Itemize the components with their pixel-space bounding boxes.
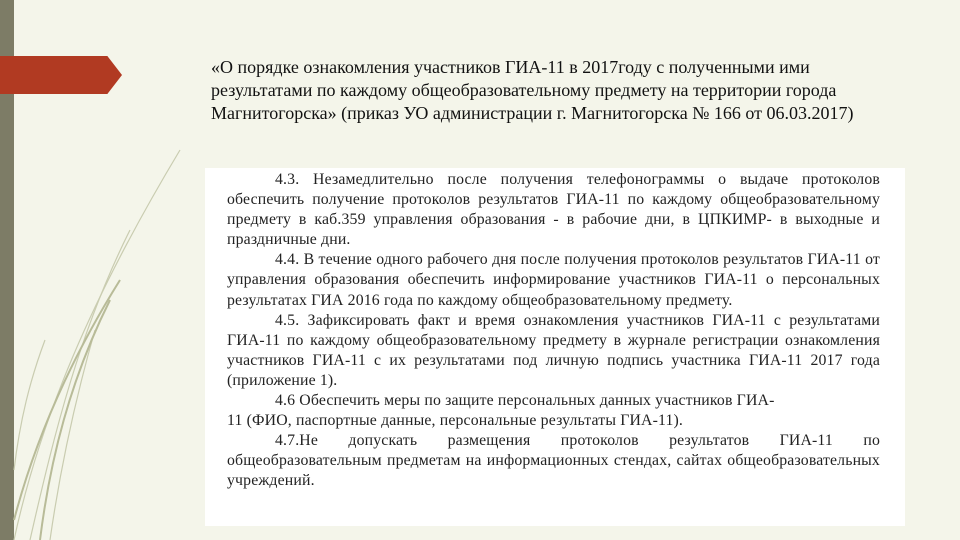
paragraph-4-6-line-1: 4.6 Обеспечить меры по защите персональных данных участников ГИА- [275, 392, 775, 410]
paragraph-4-7: 4.7.Не допускать размещения протоколов результатов ГИА-11 по общеобразовательным предметам на информационных стендах, сайтах общеобразовательных учреждений. [227, 432, 880, 490]
scanned-document [205, 168, 905, 526]
paragraph-4-6-line-2: 11 (ФИО, паспортные данные, персональные результаты ГИА-11). [227, 412, 684, 430]
slide-heading: «О порядке ознакомления участников ГИА-11 в 2017году с полученными ими результатами по каждому общеобразовательному предмету на территории города Магнитогорска» (приказ УО администрации г. Магнитогорска № 166 от 06.03.2017) [211, 57, 854, 123]
red-arrow-tab [0, 56, 122, 94]
paragraph-4-3: 4.3. Незамедлительно после получения телефонограммы о выдаче протоколов обеспечить получение протоколов результатов ГИА-11 по каждому общеобразовательному предмету в каб.359 управления образования - в рабочие дни, в ЦПКИМР- в выходные и праздничные дни. [227, 171, 880, 249]
paragraph-4-5: 4.5. Зафиксировать факт и время ознакомления участников ГИА-11 с результатами ГИА-11 по каждому общеобразовательному предмету в журнале регистрации ознакомления участников ГИА-11 с их результатами под личную подпись участника ГИА-11 2017 года (приложение 1). [227, 311, 880, 389]
paragraph-4-4: 4.4. В течение одного рабочего дня после получения протоколов результатов ГИА-11 от управления образования обеспечить информирование участников ГИА-11 о персональных результатах ГИА 2016 года по каждому общеобразовательному предмету. [227, 251, 880, 309]
